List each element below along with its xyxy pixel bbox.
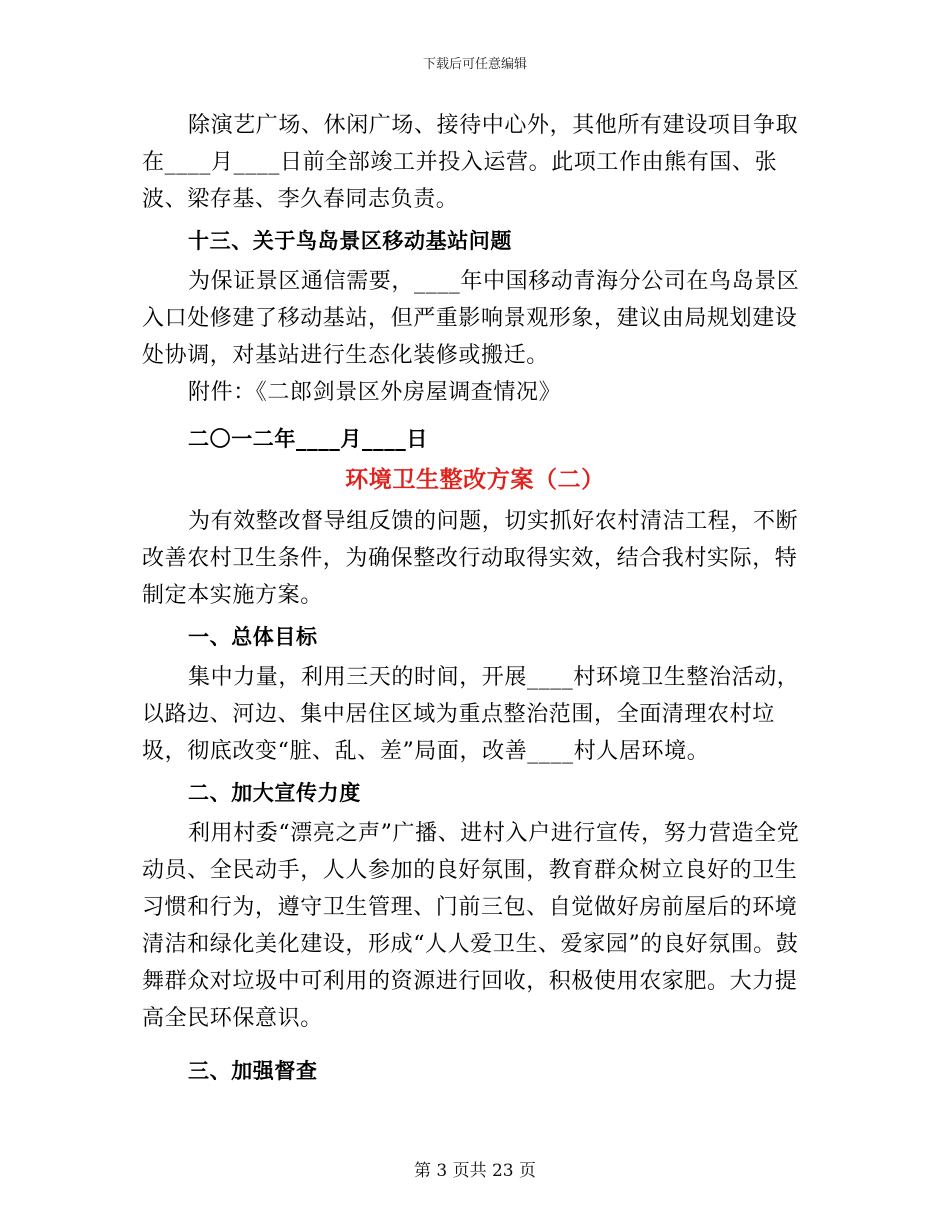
section-heading: 三、加强督查 xyxy=(188,1059,318,1083)
document-title: 环境卫生整改方案（二） xyxy=(345,467,605,493)
paragraph: 为保证景区通信需要，____年中国移动青海分公司在鸟岛景区入口处修建了移动基站，但严重影响景观形象，建议由局规划建设处协调，对基站进行生态化装修或搬迁。 xyxy=(142,269,800,368)
page-number: 第 3 页共 23 页 xyxy=(413,1161,537,1181)
header-note: 下载后可任意编辑 xyxy=(422,57,527,72)
paragraph: 利用村委“漂亮之声”广播、进村入户进行宣传，努力营造全党动员、全民动手，人人参加的良好氛围，教育群众树立良好的卫生习惯和行为，遵守卫生管理、门前三包、自觉做好房前屋后的环境清洁和绿化美化建设，形成“人人爱卫生、爱家园”的良好氛围。鼓舞群众对垃圾中可利用的资源进行回收，积极使用农家肥。大力提高全民环保意识。 xyxy=(142,821,800,1031)
attachment-line: 附件：《二郎剑景区外房屋调查情况》 xyxy=(188,380,562,405)
paragraph: 为有效整改督导组反馈的问题，切实抓好农村清洁工程，不断改善农村卫生条件，为确保整改行动取得实效，结合我村实际，特制定本实施方案。 xyxy=(142,509,799,608)
section-heading: 一、总体目标 xyxy=(188,625,318,649)
paragraph: 除演艺广场、休闲广场、接待中心外，其他所有建设项目争取在____月____日前全部竣工并投入运营。此项工作由熊有国、张波、梁存基、李久春同志负责。 xyxy=(142,113,799,212)
section-heading: 二、加大宣传力度 xyxy=(188,781,361,805)
paragraph: 集中力量，利用三天的时间，开展____村环境卫生整治活动，以路边、河边、集中居住区域为重点整治范围，全面清理农村垃圾，彻底改变“脏、乱、差”局面，改善____村人居环境。 xyxy=(142,665,800,764)
date-line: 二〇一二年____月____日 xyxy=(188,427,428,451)
section-heading: 十三、关于鸟岛景区移动基站问题 xyxy=(188,229,512,253)
document-body xyxy=(142,107,808,1093)
